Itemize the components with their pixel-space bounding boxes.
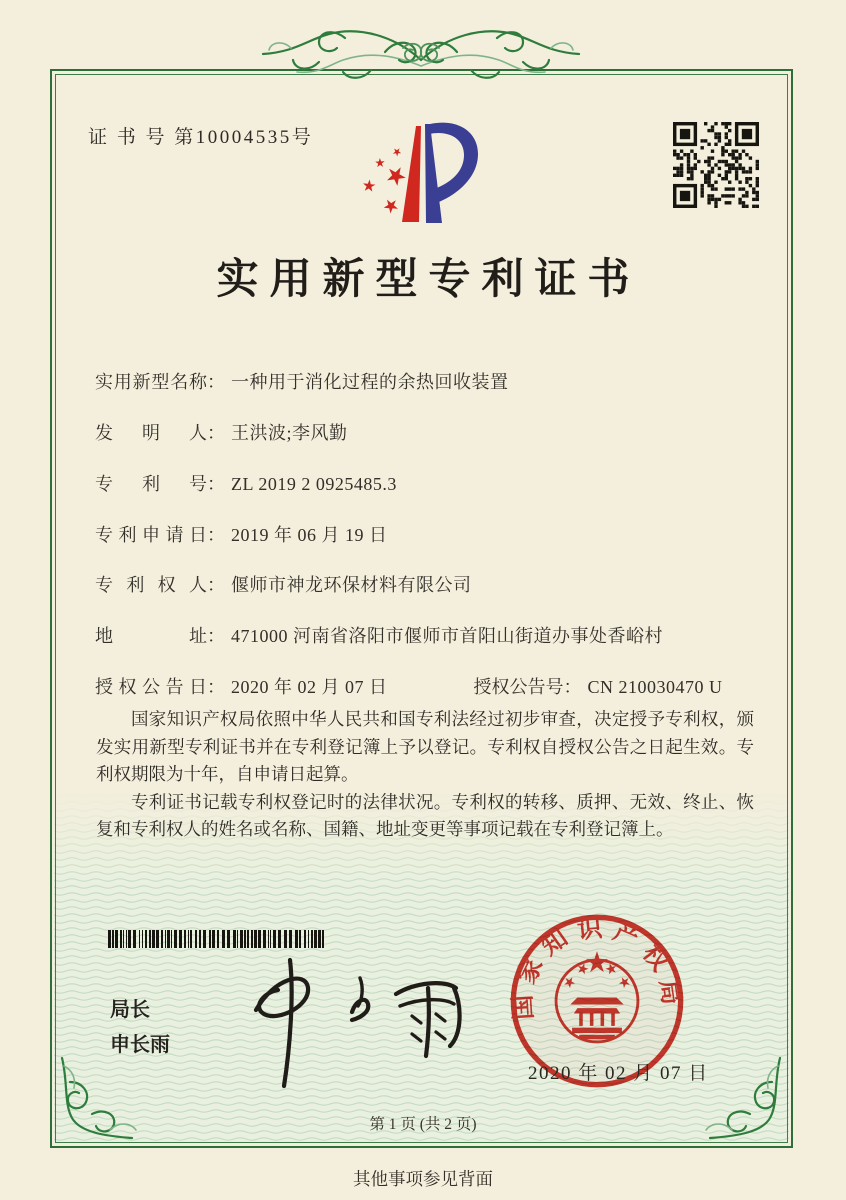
field-patent-number [95,470,397,496]
field-invention-name [95,368,509,394]
field-colon: ： [207,423,225,443]
legal-paragraph: 国家知识产权局依照中华人民共和国专利法经过初步审查，决定授予专利权，颁发实用新型专利证书并在专利登记簿上予以登记。专利权自授权公告之日起生效。专利权期限为十年，自申请日起算。 [96,709,754,785]
director-title: 局长 [110,999,150,1021]
field-colon: ： [207,525,225,545]
certificate-title: 实用新型专利证书 [216,257,641,303]
field-colon: ： [207,575,225,595]
qr-code [673,122,759,208]
field-value: ZL 2019 2 0925485.3 [231,474,397,494]
field-address [95,622,663,648]
certificate-number: 证 书 号 第10004535号 [88,127,314,148]
field-label: 实用新型名称 [95,372,207,392]
page-number: 第 1 页 (共 2 页) [369,1116,477,1133]
cnipa-logo-icon [352,110,484,230]
field-label: 授权公告日 [95,677,207,697]
back-note: 其他事项参见背面 [353,1169,493,1189]
field-value: 2019 年 06 月 19 日 [231,525,388,545]
top-ornament-icon [261,8,581,104]
field-grant-number [474,677,723,697]
field-patentee [95,571,472,597]
seal-text: 国家知识产权局 [509,915,685,1021]
field-colon: ： [563,677,582,697]
field-value: 471000 河南省洛阳市偃师市首阳山街道办事处香峪村 [231,626,663,646]
field-label: 专利权人 [95,575,207,595]
field-colon: ： [207,677,225,697]
field-colon: ： [207,474,225,494]
field-value: CN 210030470 U [587,677,723,697]
director-signature [240,948,470,1088]
field-value: 偃师市神龙环保材料有限公司 [231,575,472,595]
barcode [108,930,328,948]
field-filing-date [95,521,388,547]
field-value: 2020 年 02 月 07 日 [231,677,388,697]
field-grant-date [95,673,723,699]
field-label: 专利号 [95,474,207,494]
field-label: 授权公告号 [473,677,564,697]
field-label: 地址 [95,626,207,646]
director-name: 申长雨 [110,1034,170,1056]
field-label: 专利申请日 [95,525,207,545]
field-label: 发明人 [95,423,207,443]
field-inventors [95,419,348,445]
legal-text [96,706,754,844]
legal-paragraph: 专利证书记载专利权登记时的法律状况。专利权的转移、质押、无效、终止、恢复和专利权人的姓名或名称、国籍、地址变更等事项记载在专利登记簿上。 [96,791,754,840]
field-value: 一种用于消化过程的余热回收装置 [231,372,509,392]
field-value: 王洪波;李风勤 [231,423,348,443]
seal-date: 2020 年 02 月 07 日 [528,1063,709,1084]
field-colon: ： [207,626,225,646]
field-colon: ： [207,372,225,392]
